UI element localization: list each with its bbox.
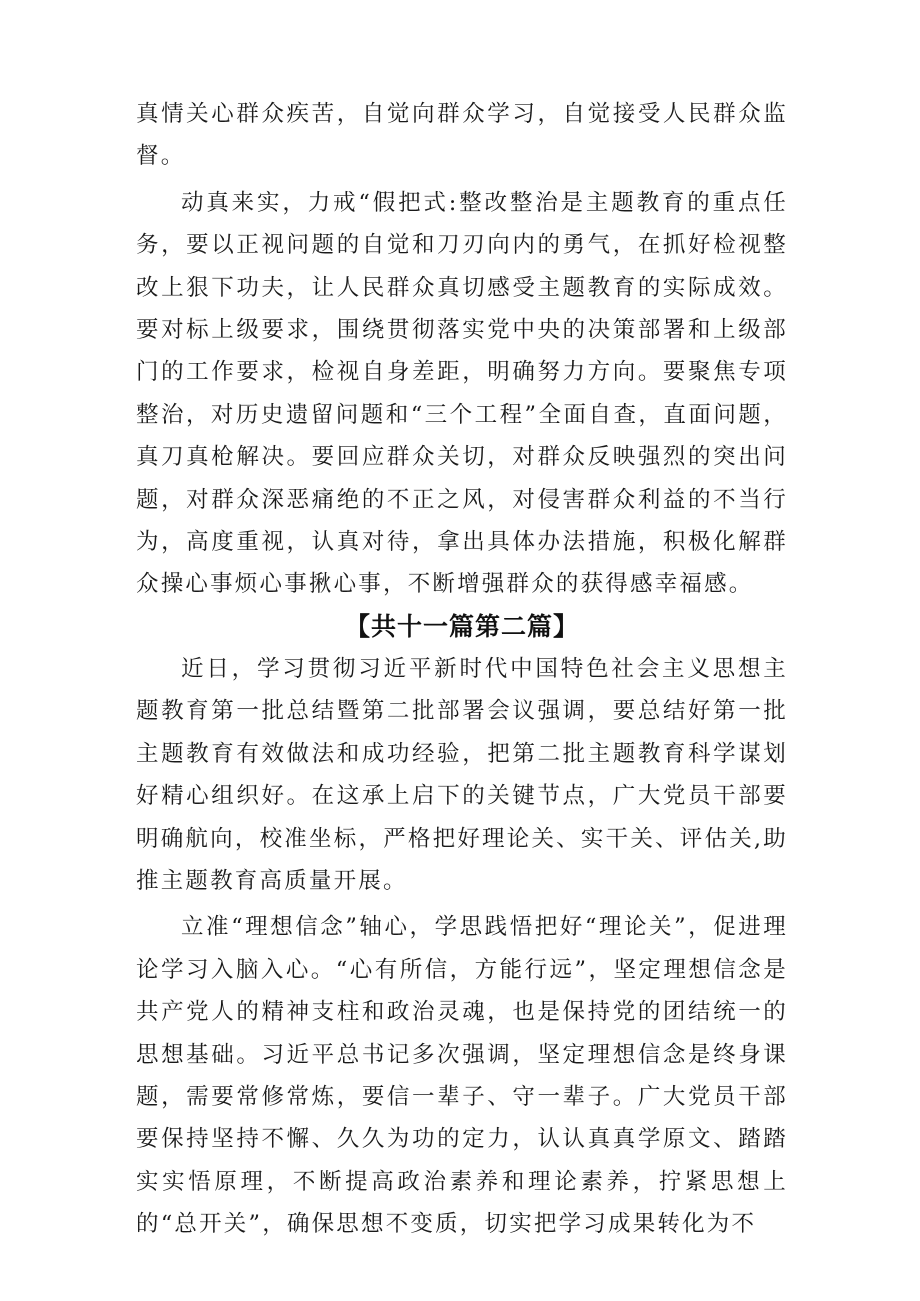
document-body bbox=[136, 93, 788, 1246]
paragraph-4: 立准“理想信念”轴心，学思践悟把好“理论关”，促进理论学习入脑入心。“心有所信，方能行远”，坚定理想信念是共产党人的精神支柱和政治灵魂，也是保持党的团结统一的思想基础。习近平总书记多次强调，坚定理想信念是终身课题，需要常修常炼，要信一辈子、守一辈子。广大党员干部要保持坚持不懈、久久为功的定力，认认真真学原文、踏踏实实悟原理，不断提高政治素养和理论素养，拧紧思想上的“总开关”，确保思想不变质，切实把学习成果转化为不 bbox=[136, 914, 788, 1238]
section-heading: 【共十一篇第二篇】 bbox=[344, 611, 579, 641]
paragraph-3: 近日，学习贯彻习近平新时代中国特色社会主义思想主题教育第一批总结暨第二批部署会议强调，要总结好第一批主题教育有效做法和成功经验，把第二批主题教育科学谋划好精心组织好。在这承上启下的关键节点，广大党员干部要明确航向，校准坐标，严格把好理论关、实干关、评估关,助推主题教育高质量开展。 bbox=[136, 655, 788, 894]
paragraph-1: 真情关心群众疾苦，自觉向群众学习，自觉接受人民群众监督。 bbox=[136, 101, 788, 170]
paragraph-2: 动真来实，力戒“假把式:整改整治是主题教育的重点任务，要以正视问题的自觉和刀刃向内的勇气，在抓好检视整改上狠下功夫，让人民群众真切感受主题教育的实际成效。要对标上级要求，围绕贯彻落实党中央的决策部署和上级部门的工作要求，检视自身差距，明确努力方向。要聚焦专项整治，对历史遗留问题和“三个工程”全面自查，直面问题，真刀真枪解决。要回应群众关切，对群众反映强烈的突出问题，对群众深恶痛绝的不正之风，对侵害群众利益的不当行为，高度重视，认真对待，拿出具体办法措施，积极化解群众操心事烦心事揪心事，不断增强群众的获得感幸福感。 bbox=[136, 189, 788, 598]
